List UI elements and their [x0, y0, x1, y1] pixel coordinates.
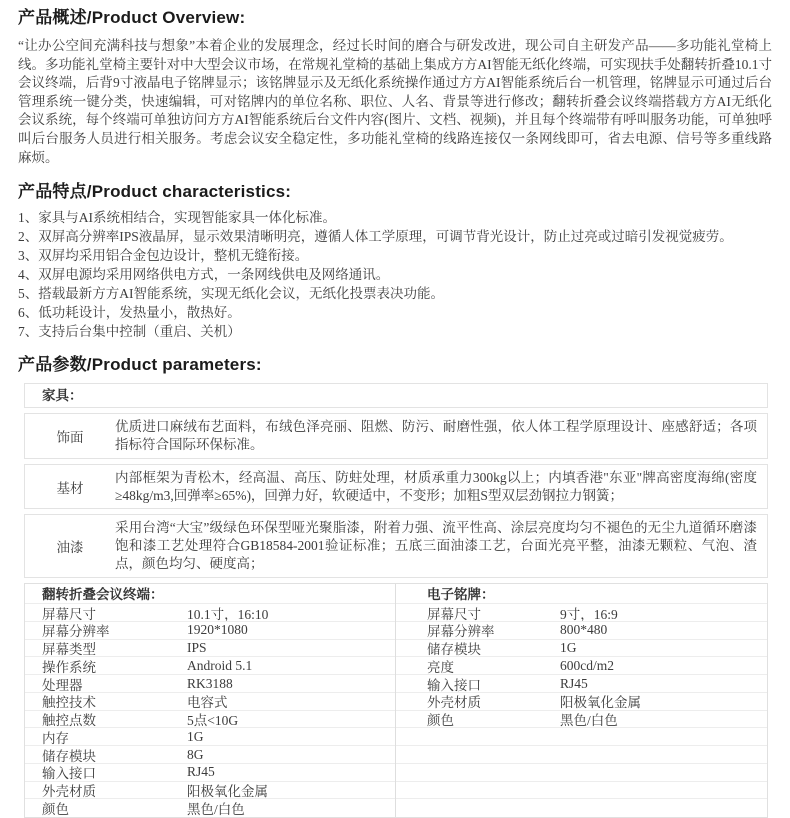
- spec-value: 黑色/白色: [187, 802, 245, 818]
- feature-item: 5、搭载最新方方AI智能系统，实现无纸化会议，无纸化投票表决功能。: [18, 286, 444, 302]
- spec-label: 屏幕尺寸: [427, 606, 481, 622]
- furniture-row-finish: [24, 413, 768, 459]
- spec-table-terminal-column: [25, 584, 396, 818]
- spec-column-header-label: 电子铭牌：: [427, 587, 495, 603]
- spec-value: 1920*1080: [187, 622, 248, 638]
- spec-row: [25, 728, 395, 746]
- spec-label: 外壳材质: [42, 784, 96, 800]
- spec-row: [25, 657, 395, 675]
- furniture-row-label: 饰面: [56, 429, 84, 445]
- overview-title: 产品概述/Product Overview:: [18, 8, 246, 27]
- furniture-table-header: 家具：: [42, 388, 83, 404]
- spec-value: 8G: [187, 746, 204, 762]
- furniture-row-label: 基材: [56, 480, 84, 496]
- spec-column-header: [396, 584, 767, 605]
- spec-label: 操作系统: [42, 659, 96, 675]
- furniture-row-label: 油漆: [56, 540, 84, 556]
- spec-value: Android 5.1: [187, 657, 253, 673]
- feature-item: 2、双屏高分辨率IPS液晶屏，显示效果清晰明亮，遵循人体工学原理，可调节背光设计，防止过亮或过暗引发视觉疲劳。: [18, 229, 733, 245]
- feature-item: 3、双屏均采用铝合金包边设计，整机无缝衔接。: [18, 248, 309, 264]
- spec-row: [25, 675, 395, 693]
- spec-column-header: [25, 584, 395, 605]
- furniture-row-content: 优质进口麻绒布艺面料，布绒色泽亮丽、阻燃、防污、耐磨性强，依人体工程学原理设计、座感舒适；各项指标符合国际环保标准。: [115, 419, 757, 452]
- parameters-title: 产品参数/Product parameters:: [18, 355, 262, 375]
- spec-value: 电容式: [187, 695, 228, 711]
- spec-value: 600cd/m2: [560, 657, 614, 673]
- overview-paragraph: “让办公空间充满科技与想象”本着企业的发展理念，经过长时间的磨合与研发改进，现公司自主研发产品——多功能礼堂椅上线。多功能礼堂椅主要针对中大型会议市场，在常规礼堂椅的基础上集成方方AI智能无纸化终端，可实现扶手处翻转折叠10.1寸会议终端，后背9寸液晶电子铭牌显示；该铭牌显示及无纸化系统操作通过方方AI智能系统后台一机管理，铭牌显示可通过后台管理系统一键分类，快速编辑，可对铭牌内的单位名称、职位、人名、背景等进行修改；翻转折叠会议终端搭载方方AI无纸化会议系统，每个终端可单独访问方方AI智能系统后台文件内容(图片、文档、视频)，并且每个终端带有呼叫服务功能，可单独呼叫后台服务人员进行相关服务。考虑会议安全稳定性，多功能礼堂椅的线路连接仅一条网线即可，省去电源、信号等多重线路麻烦。: [18, 38, 772, 165]
- furniture-row-content: 采用台湾“大宝”级绿色环保型哑光聚脂漆，附着力强、流平性高、涂层亮度均匀不褪色的无尘九道循环磨漆饱和漆工艺处理符合GB18584-2001验证标准；五底三面油漆工艺，台面光亮平整，油漆无颗粒、气泡、渣点，颜色均匀、硬度高；: [115, 520, 757, 571]
- spec-value: RJ45: [187, 764, 215, 780]
- spec-row: [25, 782, 395, 800]
- spec-label: 储存模块: [42, 748, 96, 764]
- spec-label: 触控技术: [42, 695, 96, 711]
- feature-list: [18, 208, 772, 341]
- spec-row: [25, 604, 395, 622]
- spec-label: 屏幕尺寸: [42, 606, 96, 622]
- characteristics-title: 产品特点/Product characteristics:: [18, 182, 292, 202]
- furniture-row-base-material: [24, 464, 768, 510]
- spec-row: [396, 675, 767, 693]
- spec-label: 处理器: [42, 677, 83, 693]
- spec-label: 颜色: [427, 713, 454, 729]
- spec-row: [396, 657, 767, 675]
- spec-value: IPS: [187, 640, 207, 656]
- spec-row: [25, 746, 395, 764]
- spec-label: 输入接口: [427, 677, 481, 693]
- furniture-row-content: 内部框架为青松木，经高温、高压、防蛀处理，材质承重力300kg以上；内填香港"东亚"牌高密度海绵(密度≥48kg/m3,回弹率≥65%)，回弹力好，软硬适中，不变形；加粗S型双层劲钢拉力钢簧；: [115, 469, 757, 503]
- spec-row-empty: [396, 728, 767, 746]
- spec-value: 1G: [560, 640, 577, 656]
- spec-label: 触控点数: [42, 713, 96, 729]
- spec-row: [25, 799, 395, 817]
- furniture-row-paint: [24, 514, 768, 577]
- spec-label: 屏幕分辨率: [42, 624, 110, 640]
- spec-value: 5点<10G: [187, 713, 239, 729]
- spec-row: [396, 604, 767, 622]
- spec-value: 10.1寸，16:10: [187, 606, 269, 622]
- furniture-table: [24, 383, 768, 578]
- spec-label: 内存: [42, 730, 69, 746]
- spec-value: 阳极氧化金属: [187, 784, 268, 800]
- spec-row: [396, 693, 767, 711]
- spec-row: [25, 764, 395, 782]
- spec-label: 亮度: [427, 659, 454, 675]
- spec-value: 800*480: [560, 622, 608, 638]
- spec-table-nameplate-column: [396, 584, 767, 818]
- feature-item: 7、支持后台集中控制（重启、关机）: [18, 324, 241, 340]
- spec-value: RJ45: [560, 675, 588, 691]
- spec-table: [24, 583, 768, 818]
- spec-row: [25, 711, 395, 729]
- spec-label: 输入接口: [42, 766, 96, 782]
- spec-row-empty: [396, 746, 767, 764]
- feature-item: 6、低功耗设计，发热量小，散热好。: [18, 305, 241, 321]
- spec-label: 颜色: [42, 802, 69, 818]
- furniture-table-header-row: [24, 383, 768, 408]
- spec-row-empty: [396, 782, 767, 800]
- spec-row: [396, 622, 767, 640]
- spec-value: 1G: [187, 728, 204, 744]
- spec-row-empty: [396, 799, 767, 817]
- feature-item: 1、家具与AI系统相结合，实现智能家具一体化标准。: [18, 210, 336, 226]
- spec-row: [25, 693, 395, 711]
- spec-label: 屏幕类型: [42, 642, 96, 658]
- spec-row: [25, 640, 395, 658]
- spec-value: 9寸，16:9: [560, 606, 618, 622]
- spec-value: 黑色/白色: [560, 713, 618, 729]
- spec-row: [25, 622, 395, 640]
- spec-value: RK3188: [187, 675, 233, 691]
- spec-row: [396, 711, 767, 729]
- spec-label: 外壳材质: [427, 695, 481, 711]
- spec-row-empty: [396, 764, 767, 782]
- spec-label: 屏幕分辨率: [427, 624, 495, 640]
- spec-row: [396, 640, 767, 658]
- spec-column-header-label: 翻转折叠会议终端：: [42, 587, 164, 603]
- feature-item: 4、双屏电源均采用网络供电方式，一条网线供电及网络通讯。: [18, 267, 390, 283]
- spec-value: 阳极氧化金属: [560, 695, 641, 711]
- spec-label: 储存模块: [427, 642, 481, 658]
